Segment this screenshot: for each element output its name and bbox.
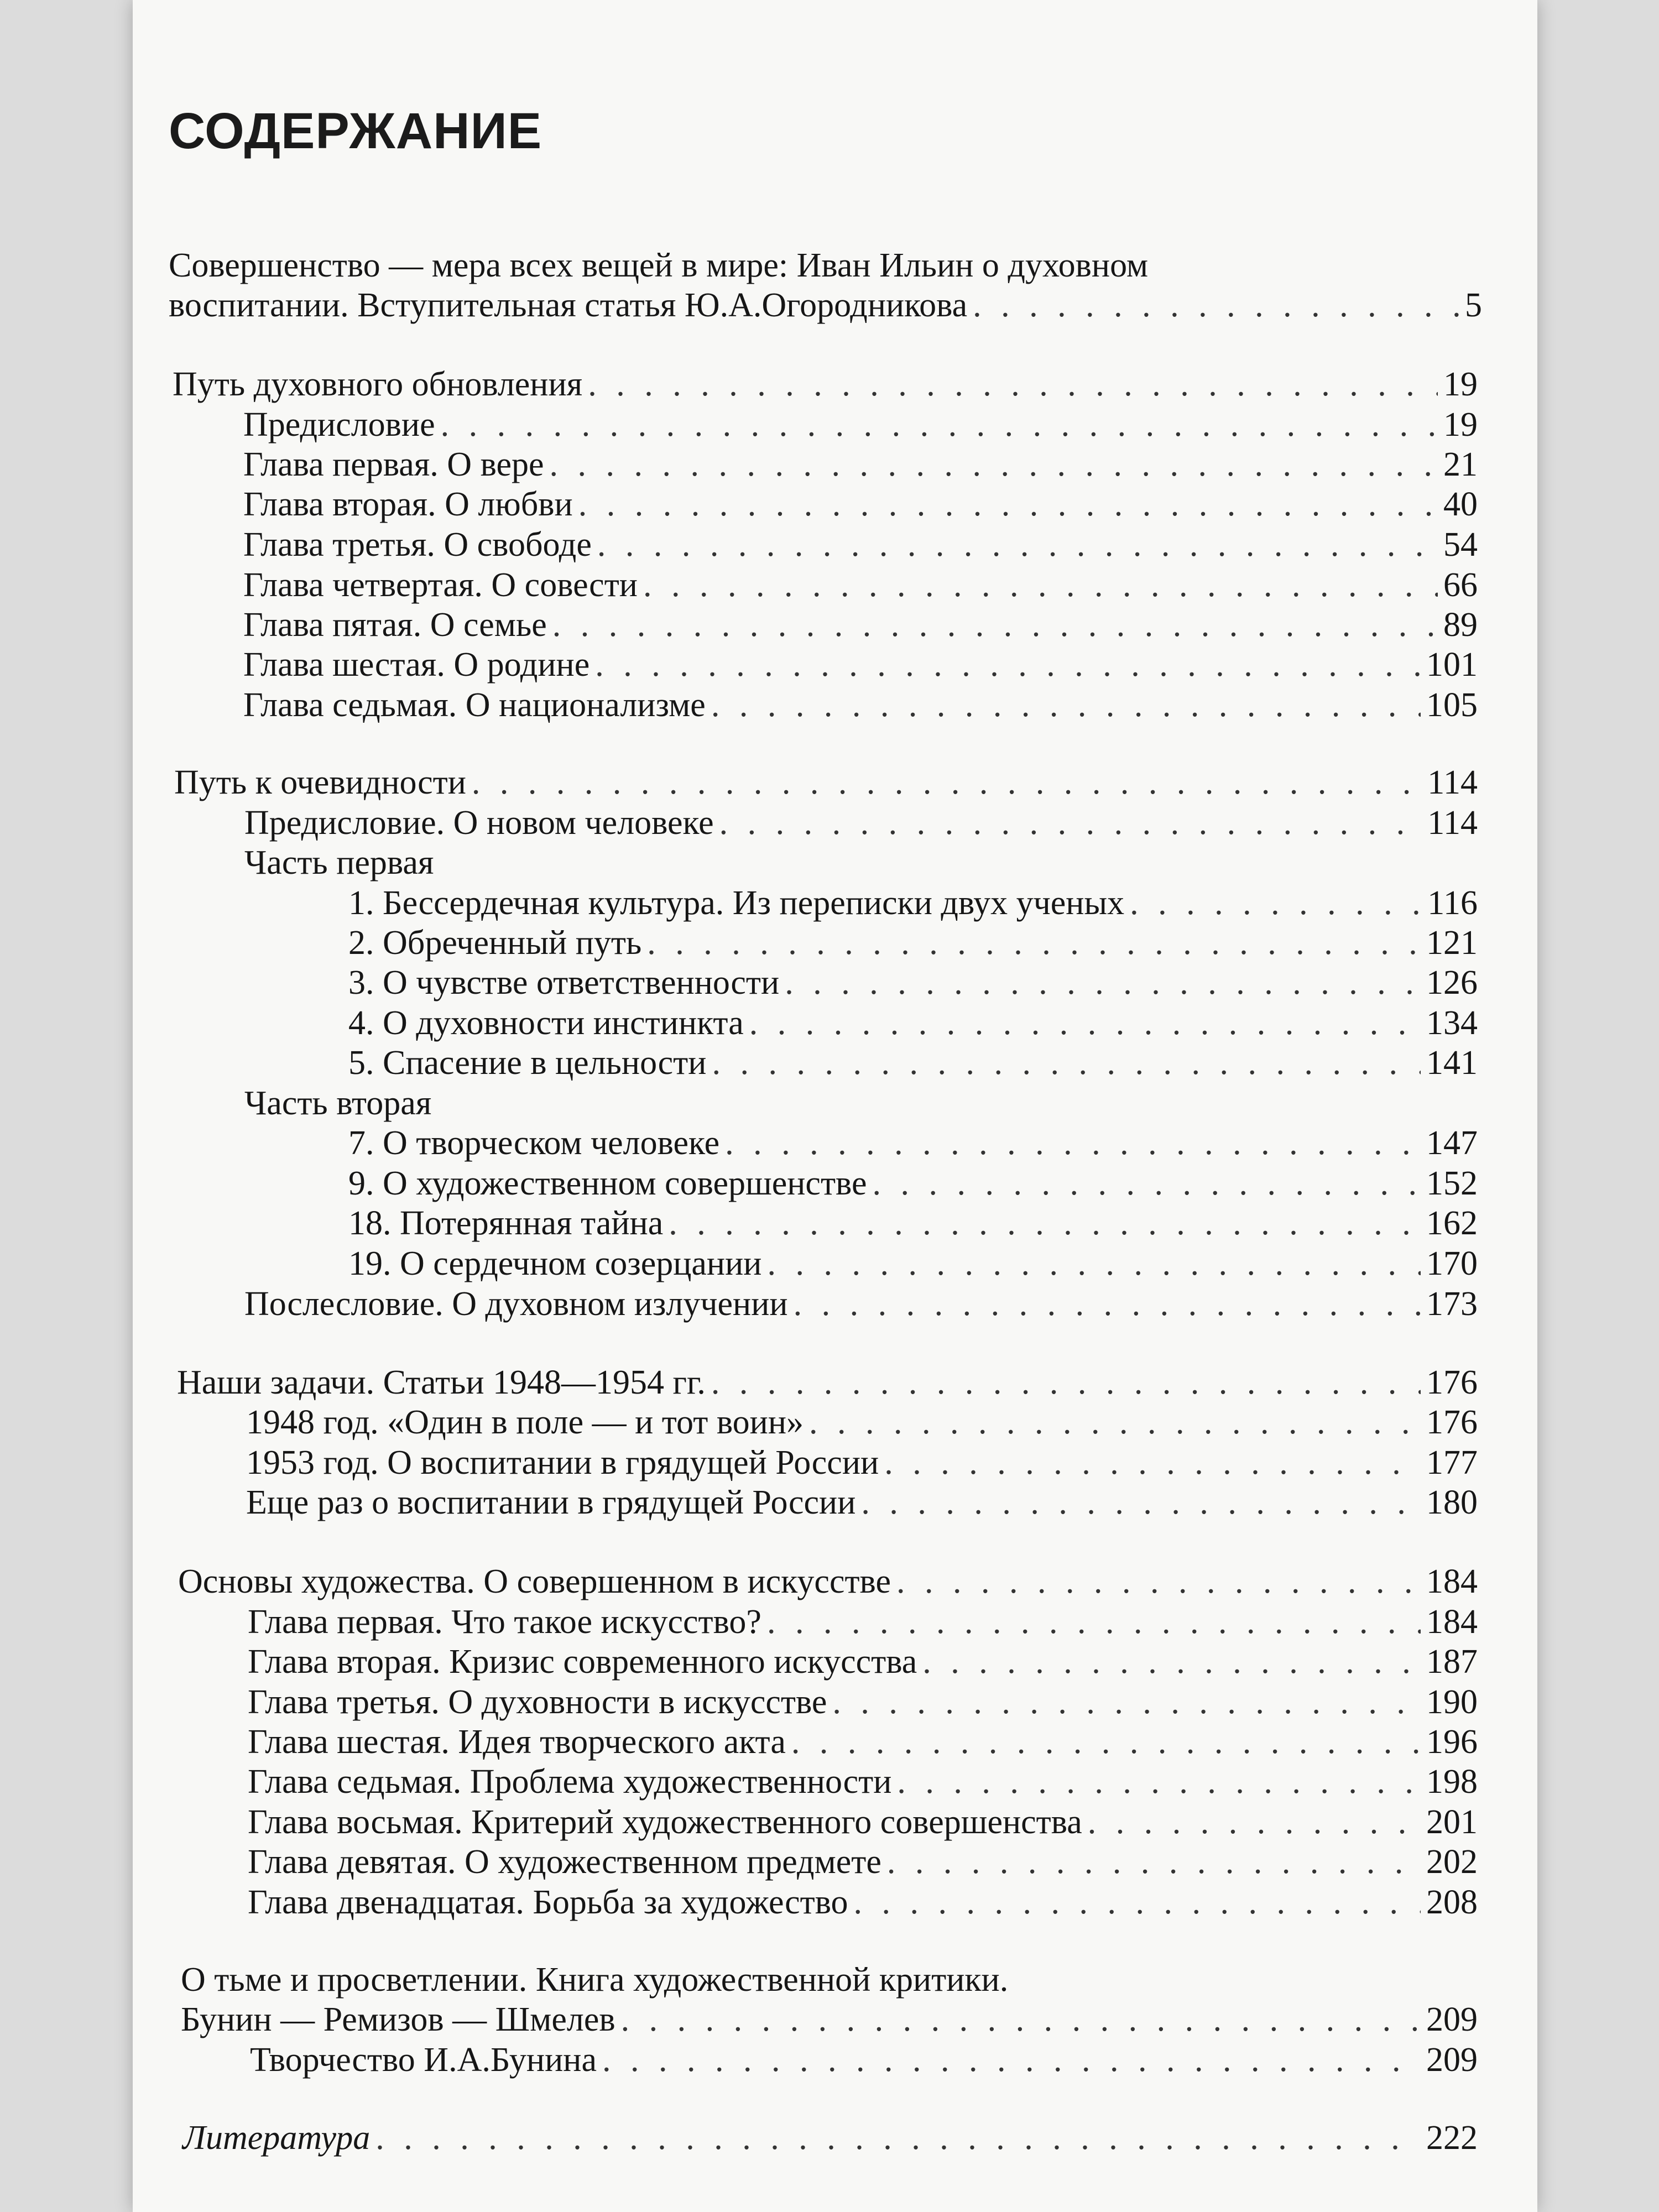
toc-label: Предисловие. О новом человеке bbox=[244, 804, 714, 842]
toc-page-number: 202 bbox=[1426, 1843, 1478, 1881]
leader-dots bbox=[441, 403, 1438, 447]
toc-label: Наши задачи. Статьи 1948—1954 гг. bbox=[177, 1364, 706, 1401]
leader-dots bbox=[578, 482, 1438, 526]
leader-dots bbox=[794, 1282, 1421, 1326]
toc-entry bbox=[348, 1041, 1478, 1085]
toc-label: Часть первая bbox=[244, 844, 434, 881]
toc-page-number: 173 bbox=[1426, 1285, 1478, 1323]
toc-label: Глава четвертая. О совести bbox=[243, 566, 638, 604]
leader-dots bbox=[791, 1720, 1421, 1764]
leader-dots bbox=[1088, 1800, 1421, 1844]
toc-entry bbox=[348, 921, 1478, 965]
toc-section-title bbox=[174, 760, 1478, 805]
leader-dots bbox=[621, 1997, 1421, 2042]
leader-dots bbox=[588, 362, 1438, 406]
leader-dots bbox=[719, 801, 1422, 845]
toc-entry bbox=[348, 961, 1478, 1005]
toc-page-number: 21 bbox=[1443, 446, 1478, 483]
leader-dots bbox=[809, 1400, 1421, 1444]
leader-dots bbox=[922, 1640, 1421, 1684]
toc-entry bbox=[243, 563, 1478, 607]
leader-dots bbox=[973, 283, 1459, 327]
toc-page-number: 114 bbox=[1427, 764, 1478, 801]
toc-entry bbox=[348, 1201, 1478, 1245]
toc-page-number: 208 bbox=[1426, 1884, 1478, 1921]
toc-label: Глава пятая. О семье bbox=[243, 606, 547, 644]
toc-part-heading bbox=[244, 841, 1478, 885]
toc-label: Творчество И.А.Бунина bbox=[250, 2041, 597, 2079]
toc-label: Глава двенадцатая. Борьба за художество bbox=[248, 1884, 848, 1921]
leader-dots bbox=[897, 1760, 1421, 1804]
leader-dots bbox=[711, 1360, 1421, 1405]
leader-dots bbox=[375, 2116, 1421, 2160]
toc-label: Часть вторая bbox=[244, 1084, 432, 1122]
toc-page-number: 19 bbox=[1443, 406, 1478, 444]
toc-label: Глава третья. О духовности в искусстве bbox=[248, 1683, 827, 1721]
toc-page-number: 222 bbox=[1426, 2119, 1478, 2157]
toc-label: Совершенство — мера всех вещей в мире: Иван Ильин о духовном bbox=[169, 247, 1149, 284]
toc-page-number: 5 bbox=[1465, 286, 1482, 324]
toc-literature bbox=[182, 2116, 1478, 2160]
toc-entry bbox=[243, 523, 1478, 567]
toc-label: Глава вторая. О любви bbox=[243, 486, 573, 523]
leader-dots bbox=[597, 523, 1438, 567]
toc-label: Послесловие. О духовном излучении bbox=[244, 1285, 788, 1323]
leader-dots bbox=[647, 921, 1421, 965]
toc-entry bbox=[348, 1241, 1478, 1286]
toc-label: Глава девятая. О художественном предмете bbox=[248, 1843, 881, 1881]
leader-dots bbox=[896, 1559, 1421, 1604]
toc-page-number: 176 bbox=[1426, 1364, 1478, 1401]
toc-label: Предисловие bbox=[243, 406, 435, 444]
toc-page-number: 209 bbox=[1426, 2041, 1478, 2079]
toc-page-number: 147 bbox=[1426, 1124, 1478, 1162]
toc-entry bbox=[248, 1720, 1478, 1764]
toc-entry bbox=[248, 1640, 1478, 1684]
toc-label: 5. Спасение в цельности bbox=[348, 1044, 707, 1082]
toc-page-number: 201 bbox=[1426, 1803, 1478, 1841]
toc-label: Глава шестая. Идея творческого акта bbox=[248, 1723, 786, 1761]
leader-dots bbox=[550, 442, 1438, 487]
toc-entry bbox=[348, 1161, 1478, 1206]
toc-section-title bbox=[173, 362, 1478, 406]
toc-page-number: 121 bbox=[1426, 924, 1478, 962]
leader-dots bbox=[832, 1680, 1421, 1724]
toc-entry bbox=[243, 643, 1478, 687]
toc-label: Еще раз о воспитании в грядущей России bbox=[246, 1484, 856, 1521]
toc-part-heading bbox=[244, 1081, 1478, 1125]
toc-page-number: 184 bbox=[1426, 1603, 1478, 1641]
toc-label: 9. О художественном совершенстве bbox=[348, 1165, 867, 1202]
toc-entry bbox=[248, 1840, 1478, 1884]
toc-section-title bbox=[177, 1360, 1478, 1405]
leader-dots bbox=[669, 1201, 1421, 1245]
toc-page-number: 126 bbox=[1426, 964, 1478, 1001]
leader-dots bbox=[1130, 881, 1422, 925]
toc-intro-line1 bbox=[169, 243, 1482, 288]
toc-page-number: 190 bbox=[1426, 1683, 1478, 1721]
toc-label: воспитании. Вступительная статья Ю.А.Огородникова bbox=[169, 286, 968, 324]
toc-entry bbox=[248, 1680, 1478, 1724]
leader-dots bbox=[472, 760, 1422, 805]
toc-section-title bbox=[181, 1958, 1478, 2002]
toc-page-number: 40 bbox=[1443, 486, 1478, 523]
toc-entry bbox=[348, 881, 1478, 925]
toc-page-number: 187 bbox=[1426, 1643, 1478, 1681]
toc-page-number: 162 bbox=[1426, 1204, 1478, 1242]
toc-page-number: 114 bbox=[1427, 804, 1478, 842]
toc-label: Глава седьмая. Проблема художественности bbox=[248, 1763, 892, 1801]
toc-entry bbox=[243, 603, 1478, 647]
toc-page-number: 198 bbox=[1426, 1763, 1478, 1801]
toc-entry bbox=[248, 1800, 1478, 1844]
toc-page-number: 116 bbox=[1427, 884, 1478, 922]
leader-dots bbox=[712, 1041, 1421, 1085]
toc-label: 1948 год. «Один в поле — и тот воин» bbox=[246, 1404, 804, 1441]
toc-entry bbox=[248, 1880, 1478, 1924]
toc-section-title bbox=[178, 1559, 1478, 1604]
toc-label: 3. О чувстве ответственности bbox=[348, 964, 780, 1001]
toc-page-number: 89 bbox=[1443, 606, 1478, 644]
toc-intro-line2 bbox=[169, 283, 1482, 327]
toc-label: О тьме и просветлении. Книга художественной критики. bbox=[181, 1961, 1009, 1999]
toc-label: Глава восьмая. Критерий художественного совершенства bbox=[248, 1803, 1082, 1841]
toc-label: Путь к очевидности bbox=[174, 764, 466, 801]
toc-entry bbox=[246, 1441, 1478, 1485]
toc-entry bbox=[248, 1600, 1478, 1644]
toc-label: 7. О творческом человеке bbox=[348, 1124, 720, 1162]
leader-dots bbox=[884, 1441, 1421, 1485]
toc-page-number: 134 bbox=[1426, 1004, 1478, 1042]
leader-dots bbox=[711, 683, 1421, 727]
toc-label: Глава седьмая. О национализме bbox=[243, 686, 706, 724]
leader-dots bbox=[785, 961, 1421, 1005]
toc-page-number: 177 bbox=[1426, 1444, 1478, 1481]
toc-page-number: 141 bbox=[1426, 1044, 1478, 1082]
leader-dots bbox=[854, 1880, 1421, 1924]
toc-page-number: 209 bbox=[1426, 2001, 1478, 2038]
toc-label: Глава вторая. Кризис современного искусства bbox=[248, 1643, 917, 1681]
toc-entry bbox=[181, 1997, 1478, 2042]
toc-entry bbox=[348, 1121, 1478, 1165]
leader-dots bbox=[872, 1161, 1421, 1206]
toc-label: Глава первая. О вере bbox=[243, 446, 544, 483]
leader-dots bbox=[595, 643, 1421, 687]
toc-entry bbox=[244, 1282, 1478, 1326]
toc-entry bbox=[243, 403, 1478, 447]
toc-page-number: 66 bbox=[1443, 566, 1478, 604]
page-title: СОДЕРЖАНИЕ bbox=[169, 103, 542, 159]
leader-dots bbox=[767, 1600, 1421, 1644]
toc-page-number: 19 bbox=[1443, 366, 1478, 403]
toc-label: Литература bbox=[182, 2119, 371, 2157]
toc-page-number: 152 bbox=[1426, 1165, 1478, 1202]
leader-dots bbox=[887, 1840, 1421, 1884]
toc-page-number: 170 bbox=[1426, 1245, 1478, 1282]
toc-label: Бунин — Ремизов — Шмелев bbox=[181, 2001, 615, 2038]
leader-dots bbox=[602, 2038, 1421, 2082]
toc-page-number: 54 bbox=[1443, 526, 1478, 564]
toc-label: Путь духовного обновления bbox=[173, 366, 583, 403]
toc-entry bbox=[246, 1480, 1478, 1525]
toc-entry bbox=[248, 1760, 1478, 1804]
leader-dots bbox=[861, 1480, 1421, 1525]
toc-label: 1. Бессердечная культура. Из переписки двух ученых bbox=[348, 884, 1125, 922]
toc-label: 19. О сердечном созерцании bbox=[348, 1245, 762, 1282]
toc-label: Глава третья. О свободе bbox=[243, 526, 592, 564]
toc-label: 4. О духовности инстинкта bbox=[348, 1004, 744, 1042]
toc-page-number: 105 bbox=[1426, 686, 1478, 724]
toc-entry bbox=[250, 2038, 1478, 2082]
leader-dots bbox=[552, 603, 1438, 647]
leader-dots bbox=[749, 1001, 1421, 1045]
toc-page-number: 176 bbox=[1426, 1404, 1478, 1441]
leader-dots bbox=[767, 1241, 1421, 1286]
toc-entry bbox=[243, 482, 1478, 526]
toc-label: 18. Потерянная тайна bbox=[348, 1204, 664, 1242]
toc-label: Глава первая. Что такое искусство? bbox=[248, 1603, 761, 1641]
toc-entry bbox=[244, 801, 1478, 845]
toc-label: 2. Обреченный путь bbox=[348, 924, 642, 962]
toc-entry bbox=[246, 1400, 1478, 1444]
leader-dots bbox=[725, 1121, 1421, 1165]
toc-page-number: 180 bbox=[1426, 1484, 1478, 1521]
leader-dots bbox=[643, 563, 1438, 607]
toc-entry bbox=[243, 683, 1478, 727]
toc-entry bbox=[243, 442, 1478, 487]
toc-page-number: 101 bbox=[1426, 646, 1478, 684]
toc-label: Основы художества. О совершенном в искусстве bbox=[178, 1563, 891, 1600]
toc-label: 1953 год. О воспитании в грядущей России bbox=[246, 1444, 879, 1481]
toc-label: Глава шестая. О родине bbox=[243, 646, 590, 684]
toc-entry bbox=[348, 1001, 1478, 1045]
toc-page-number: 184 bbox=[1426, 1563, 1478, 1600]
toc-page-number: 196 bbox=[1426, 1723, 1478, 1761]
